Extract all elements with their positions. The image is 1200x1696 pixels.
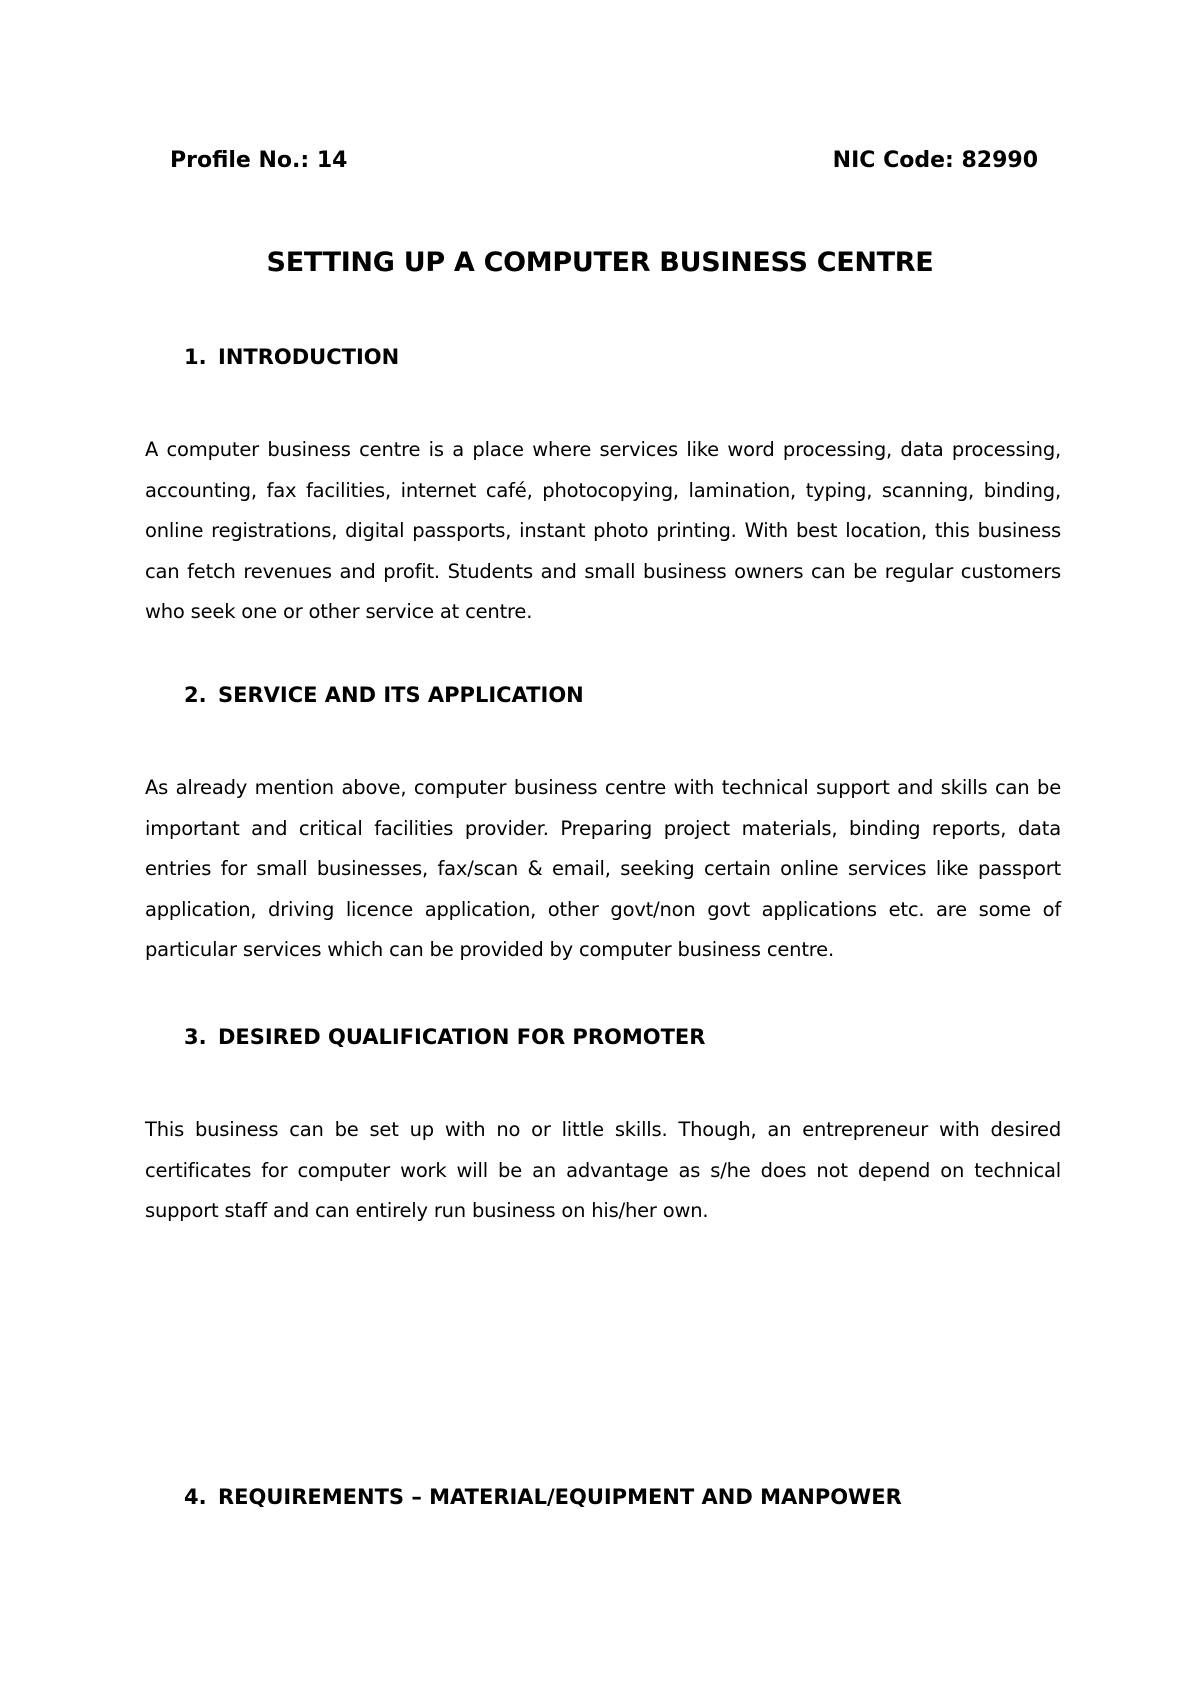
section-heading-text: DESIRED QUALIFICATION FOR PROMOTER — [218, 1025, 706, 1049]
document-header — [170, 146, 1038, 176]
section-heading-text: REQUIREMENTS – MATERIAL/EQUIPMENT AND MANPOWER — [218, 1485, 902, 1509]
nic-code: NIC Code: 82990 — [832, 148, 1038, 173]
section-number: 4. — [184, 1485, 207, 1509]
document-title: SETTING UP A COMPUTER BUSINESS CENTRE — [266, 247, 934, 278]
section-heading-service — [184, 680, 584, 710]
section-heading-text: SERVICE AND ITS APPLICATION — [218, 683, 584, 707]
section-number: 3. — [184, 1025, 207, 1049]
section-number: 1. — [184, 345, 207, 369]
section-heading-text: INTRODUCTION — [218, 345, 400, 369]
section-body-qualification: This business can be set up with no or little skills. Though, an entrepreneur with desired certificates for computer work will be an advantage as s/he does not depend on technical support staff and can entirely run business on his/her own. — [145, 1118, 1061, 1222]
section-body-introduction: A computer business centre is a place where services like word processing, data processing, accounting, fax facilities, internet café, photocopying, lamination, typing, scanning, binding, online registrations, digital passports, instant photo printing. With best location, this business can fetch revenues and profit. Students and small business owners can be regular customers who seek one or other service at centre. — [145, 438, 1061, 623]
profile-number: Profile No.: 14 — [170, 148, 348, 173]
section-heading-qualification — [184, 1022, 705, 1052]
section-body-service: As already mention above, computer business centre with technical support and skills can be important and critical facilities provider. Preparing project materials, binding reports, data entries for small businesses, fax/scan & email, seeking certain online services like passport application, driving licence application, other govt/non govt applications etc. are some of particular services which can be provided by computer business centre. — [145, 776, 1061, 961]
section-heading-requirements — [184, 1482, 902, 1512]
section-number: 2. — [184, 683, 207, 707]
section-heading-introduction — [184, 342, 399, 372]
